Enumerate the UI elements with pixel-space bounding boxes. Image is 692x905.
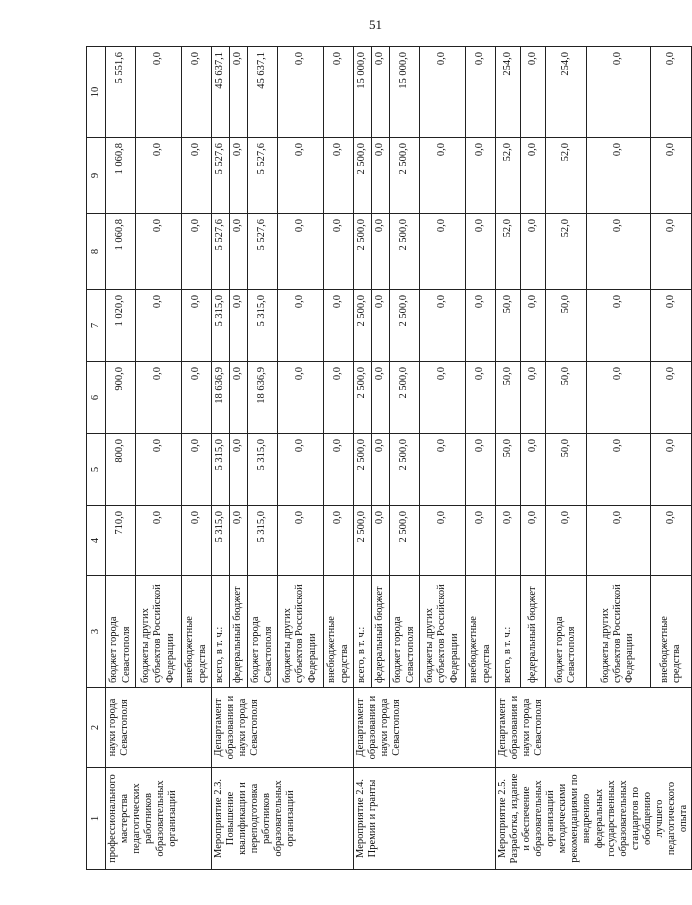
amount-cell: 0,0: [278, 434, 324, 506]
amount-cell: 52,0: [545, 214, 586, 290]
amount-cell: 0,0: [650, 214, 691, 290]
amount-cell: 2 500,0: [390, 138, 420, 214]
amount-cell: 0,0: [466, 362, 496, 434]
amount-cell: 2 500,0: [354, 214, 372, 290]
amount-cell: 0,0: [650, 506, 691, 576]
amount-cell: 2 500,0: [354, 362, 372, 434]
amount-cell: 2 500,0: [390, 214, 420, 290]
amount-cell: 0,0: [136, 47, 182, 138]
amount-cell: 45 637,1: [248, 47, 278, 138]
amount-cell: 0,0: [520, 214, 545, 290]
amount-cell: 0,0: [278, 214, 324, 290]
amount-cell: 2 500,0: [390, 290, 420, 362]
amount-cell: 0,0: [136, 506, 182, 576]
amount-cell: 2 500,0: [354, 506, 372, 576]
amount-cell: 18 636,9: [248, 362, 278, 434]
amount-cell: 0,0: [466, 506, 496, 576]
table-row: [354, 47, 372, 870]
amount-cell: 0,0: [372, 362, 390, 434]
amount-cell: 5 527,6: [248, 138, 278, 214]
amount-cell: 0,0: [587, 362, 650, 434]
funding-source: бюджеты других субъектов Российской Федерации: [278, 576, 324, 688]
amount-cell: 0,0: [278, 290, 324, 362]
funding-source: бюджеты других субъектов Российской Федерации: [136, 576, 182, 688]
amount-cell: 0,0: [372, 434, 390, 506]
budget-table: [86, 46, 692, 870]
amount-cell: 0,0: [278, 362, 324, 434]
amount-cell: 2 500,0: [390, 434, 420, 506]
amount-cell: 0,0: [324, 434, 354, 506]
executor-name: Департамент образования и науки города Севастополя: [212, 688, 354, 768]
funding-source: всего, в т. ч.:: [354, 576, 372, 688]
amount-cell: 18 636,9: [212, 362, 230, 434]
column-number-2: 2: [87, 688, 106, 768]
amount-cell: 0,0: [587, 47, 650, 138]
amount-cell: 0,0: [324, 138, 354, 214]
amount-cell: 2 500,0: [390, 362, 420, 434]
amount-cell: 0,0: [182, 47, 212, 138]
amount-cell: 0,0: [545, 506, 586, 576]
amount-cell: 0,0: [182, 506, 212, 576]
amount-cell: 0,0: [230, 214, 248, 290]
column-number-7: 7: [87, 290, 106, 362]
rotated-table-container: [86, 47, 689, 870]
funding-source: всего, в т. ч.:: [212, 576, 230, 688]
amount-cell: 0,0: [587, 138, 650, 214]
amount-cell: 0,0: [372, 290, 390, 362]
amount-cell: 0,0: [182, 214, 212, 290]
executor-name: Департамент образования и науки города Севастополя: [496, 688, 692, 768]
amount-cell: 0,0: [420, 290, 466, 362]
amount-cell: 0,0: [372, 138, 390, 214]
amount-cell: 0,0: [230, 506, 248, 576]
amount-cell: 0,0: [182, 434, 212, 506]
amount-cell: 0,0: [587, 290, 650, 362]
amount-cell: 0,0: [230, 47, 248, 138]
table-row: [212, 47, 230, 870]
funding-source: внебюджетные средства: [650, 576, 691, 688]
amount-cell: 0,0: [420, 506, 466, 576]
amount-cell: 2 500,0: [354, 434, 372, 506]
amount-cell: 0,0: [324, 362, 354, 434]
amount-cell: 710,0: [106, 506, 136, 576]
amount-cell: 2 500,0: [354, 138, 372, 214]
amount-cell: 15 000,0: [354, 47, 372, 138]
amount-cell: 0,0: [136, 138, 182, 214]
funding-source: бюджет города Севастополя: [390, 576, 420, 688]
amount-cell: 5 315,0: [248, 290, 278, 362]
funding-source: бюджет города Севастополя: [248, 576, 278, 688]
column-number-1: 1: [87, 768, 106, 870]
amount-cell: 0,0: [278, 47, 324, 138]
executor-name: науки города Севастополя: [106, 688, 212, 768]
amount-cell: 0,0: [420, 47, 466, 138]
amount-cell: 50,0: [545, 290, 586, 362]
amount-cell: 0,0: [324, 506, 354, 576]
amount-cell: 5 315,0: [248, 434, 278, 506]
amount-cell: 0,0: [230, 362, 248, 434]
amount-cell: 5 527,6: [212, 214, 230, 290]
amount-cell: 0,0: [420, 434, 466, 506]
measure-name: профессионального мастерства педагогических работников образовательных организаций: [106, 768, 212, 870]
funding-source: федеральный бюджет: [520, 576, 545, 688]
amount-cell: 52,0: [496, 138, 521, 214]
column-number-4: 4: [87, 506, 106, 576]
amount-cell: 0,0: [466, 138, 496, 214]
amount-cell: 0,0: [420, 362, 466, 434]
amount-cell: 52,0: [496, 214, 521, 290]
amount-cell: 0,0: [136, 362, 182, 434]
amount-cell: 5 527,6: [212, 138, 230, 214]
amount-cell: 0,0: [136, 434, 182, 506]
table-row: [496, 47, 521, 870]
amount-cell: 0,0: [520, 506, 545, 576]
amount-cell: 0,0: [587, 434, 650, 506]
amount-cell: 1 060,8: [106, 138, 136, 214]
amount-cell: 50,0: [496, 362, 521, 434]
amount-cell: 0,0: [230, 138, 248, 214]
amount-cell: 5 315,0: [212, 506, 230, 576]
funding-source: внебюджетные средства: [466, 576, 496, 688]
amount-cell: 50,0: [496, 434, 521, 506]
amount-cell: 0,0: [650, 362, 691, 434]
amount-cell: 1 060,8: [106, 214, 136, 290]
amount-cell: 5 315,0: [212, 434, 230, 506]
column-number-9: 9: [87, 138, 106, 214]
funding-source: всего, в т. ч.:: [496, 576, 521, 688]
funding-source: внебюджетные средства: [324, 576, 354, 688]
amount-cell: 0,0: [466, 47, 496, 138]
funding-source: бюджет города Севастополя: [106, 576, 136, 688]
column-number-5: 5: [87, 434, 106, 506]
amount-cell: 5 551,6: [106, 47, 136, 138]
column-number-6: 6: [87, 362, 106, 434]
amount-cell: 0,0: [136, 214, 182, 290]
amount-cell: 0,0: [520, 138, 545, 214]
amount-cell: 0,0: [587, 506, 650, 576]
amount-cell: 0,0: [278, 506, 324, 576]
amount-cell: 0,0: [520, 362, 545, 434]
amount-cell: 0,0: [230, 290, 248, 362]
header-row: [87, 47, 106, 870]
amount-cell: 0,0: [650, 47, 691, 138]
amount-cell: 0,0: [420, 138, 466, 214]
amount-cell: 50,0: [496, 290, 521, 362]
amount-cell: 1 020,0: [106, 290, 136, 362]
table-row: [106, 47, 136, 870]
column-number-8: 8: [87, 214, 106, 290]
measure-name: Мероприятие 2.4. Премии и гранты: [354, 768, 496, 870]
amount-cell: 2 500,0: [354, 290, 372, 362]
amount-cell: 0,0: [136, 290, 182, 362]
column-number-3: 3: [87, 576, 106, 688]
amount-cell: 0,0: [372, 47, 390, 138]
amount-cell: 0,0: [466, 214, 496, 290]
funding-source: внебюджетные средства: [182, 576, 212, 688]
amount-cell: 15 000,0: [390, 47, 420, 138]
amount-cell: 0,0: [324, 290, 354, 362]
amount-cell: 900,0: [106, 362, 136, 434]
amount-cell: 5 527,6: [248, 214, 278, 290]
amount-cell: 0,0: [650, 434, 691, 506]
amount-cell: 0,0: [466, 290, 496, 362]
amount-cell: 0,0: [372, 214, 390, 290]
amount-cell: 254,0: [496, 47, 521, 138]
measure-name: Мероприятие 2.3. Повышение квалификации и переподготовка работников образовательных организаций: [212, 768, 354, 870]
amount-cell: 5 315,0: [212, 290, 230, 362]
funding-source: бюджеты других субъектов Российской Федерации: [587, 576, 650, 688]
amount-cell: 0,0: [182, 362, 212, 434]
amount-cell: 50,0: [545, 362, 586, 434]
amount-cell: 2 500,0: [390, 506, 420, 576]
funding-source: федеральный бюджет: [230, 576, 248, 688]
amount-cell: 0,0: [650, 290, 691, 362]
amount-cell: 50,0: [545, 434, 586, 506]
page-number: 51: [369, 17, 382, 32]
amount-cell: 800,0: [106, 434, 136, 506]
amount-cell: 0,0: [182, 138, 212, 214]
amount-cell: 45 637,1: [212, 47, 230, 138]
amount-cell: 0,0: [650, 138, 691, 214]
funding-source: бюджет города Севастополя: [545, 576, 586, 688]
amount-cell: 0,0: [520, 47, 545, 138]
executor-name: Департамент образования и науки города Севастополя: [354, 688, 496, 768]
amount-cell: 0,0: [182, 290, 212, 362]
amount-cell: 52,0: [545, 138, 586, 214]
amount-cell: 0,0: [520, 290, 545, 362]
funding-source: бюджеты других субъектов Российской Федерации: [420, 576, 466, 688]
amount-cell: 254,0: [545, 47, 586, 138]
amount-cell: 5 315,0: [248, 506, 278, 576]
amount-cell: 0,0: [324, 47, 354, 138]
funding-source: федеральный бюджет: [372, 576, 390, 688]
amount-cell: 0,0: [520, 434, 545, 506]
amount-cell: 0,0: [278, 138, 324, 214]
amount-cell: 0,0: [230, 434, 248, 506]
column-number-10: 10: [87, 47, 106, 138]
measure-name: Мероприятие 2.5. Разработка, издание и обеспечение образовательных организаций методическими рекомендациями по внедрению федеральных государственных образовательных стандартов по обобщению лучшего педагогического опыта: [496, 768, 692, 870]
amount-cell: 0,0: [372, 506, 390, 576]
amount-cell: 0,0: [324, 214, 354, 290]
amount-cell: 0,0: [466, 434, 496, 506]
amount-cell: 0,0: [587, 214, 650, 290]
amount-cell: 0,0: [420, 214, 466, 290]
amount-cell: 0,0: [496, 506, 521, 576]
